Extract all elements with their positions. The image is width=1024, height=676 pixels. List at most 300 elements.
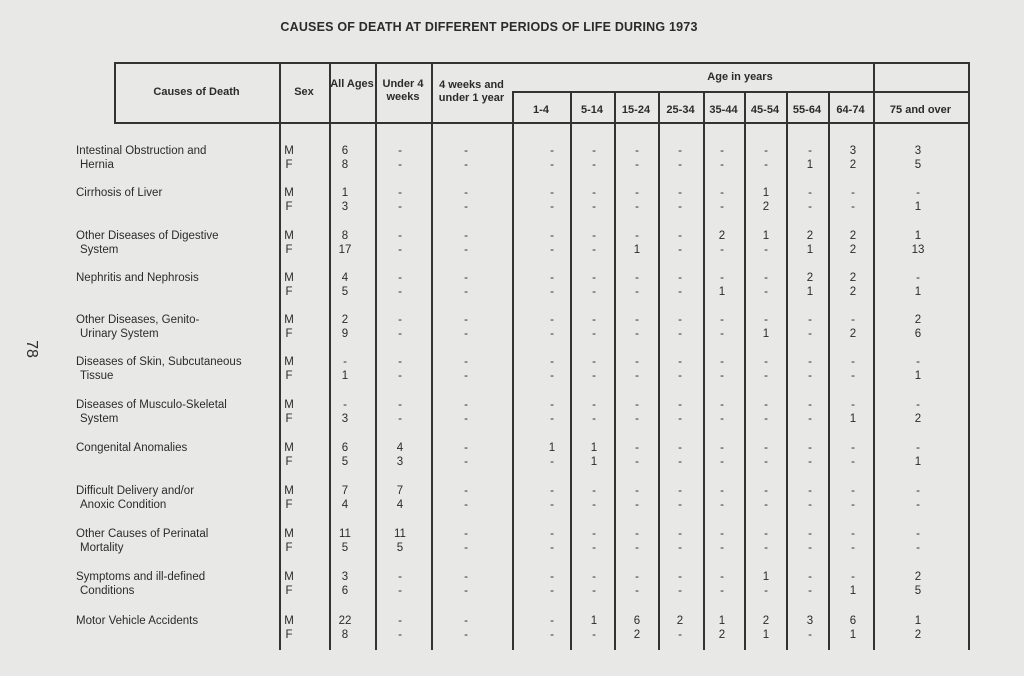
table-cell: 11 — [339, 528, 351, 540]
cause-label: Nephritis and Nephrosis — [76, 272, 199, 284]
table-cell: - — [764, 145, 768, 157]
header-bottom-border — [114, 122, 968, 124]
table-cell: - — [808, 456, 812, 468]
table-cell: - — [916, 542, 920, 554]
table-cell: - — [464, 286, 468, 298]
table-cell: - — [464, 629, 468, 641]
header-age-group: 25-34 — [666, 104, 695, 116]
table-cell: 5 — [914, 159, 922, 171]
table-cell: 5 — [341, 286, 349, 298]
table-cell: - — [808, 145, 812, 157]
table-cell: - — [635, 272, 639, 284]
cause-label: Diseases of Musculo-Skeletal — [76, 399, 227, 411]
table-cell: - — [851, 542, 855, 554]
table-cell: - — [464, 145, 468, 157]
table-cell: 5 — [396, 542, 404, 554]
table-cell: - — [720, 585, 724, 597]
table-cell: 6 — [633, 615, 641, 627]
table-cell: - — [720, 399, 724, 411]
table-cell: 3 — [849, 145, 857, 157]
table-cell: 13 — [911, 244, 925, 256]
table-cell: - — [720, 528, 724, 540]
column-divider — [614, 91, 616, 650]
table-cell: - — [398, 187, 402, 199]
column-divider — [512, 91, 514, 650]
table-cell: - — [398, 230, 402, 242]
table-cell: - — [592, 230, 596, 242]
sex-label: F — [285, 328, 293, 340]
table-cell: 1 — [914, 286, 922, 298]
table-cell: - — [635, 442, 639, 454]
column-divider — [744, 91, 746, 650]
table-cell: 1 — [548, 442, 556, 454]
table-cell: - — [851, 370, 855, 382]
table-cell: - — [592, 499, 596, 511]
table-cell: 6 — [341, 145, 349, 157]
table-cell: 8 — [341, 159, 349, 171]
table-cell: - — [764, 272, 768, 284]
table-cell: - — [398, 629, 402, 641]
sex-label: M — [284, 230, 294, 242]
table-cell: - — [592, 528, 596, 540]
table-cell: 1 — [762, 571, 770, 583]
table-cell: - — [678, 187, 682, 199]
table-cell: 2 — [762, 615, 770, 627]
table-cell: - — [720, 244, 724, 256]
table-cell: - — [550, 201, 554, 213]
page-title: CAUSES OF DEATH AT DIFFERENT PERIODS OF LIFE DURING 1973 — [280, 20, 698, 34]
table-cell: 4 — [341, 272, 349, 284]
table-cell: - — [678, 585, 682, 597]
cause-label: Mortality — [80, 542, 124, 554]
table-cell: - — [764, 314, 768, 326]
sex-label: F — [285, 413, 293, 425]
table-cell: - — [550, 615, 554, 627]
table-cell: 4 — [396, 499, 404, 511]
header-cause: Causes of Death — [153, 86, 240, 98]
table-cell: - — [720, 314, 724, 326]
column-divider — [703, 91, 705, 650]
table-cell: - — [635, 585, 639, 597]
table-cell: - — [464, 442, 468, 454]
table-cell: - — [720, 413, 724, 425]
table-cell: - — [720, 145, 724, 157]
table-cell: 4 — [396, 442, 404, 454]
table-cell: - — [398, 314, 402, 326]
table-cell: - — [851, 201, 855, 213]
table-cell: - — [550, 542, 554, 554]
sex-label: F — [285, 159, 293, 171]
table-cell: - — [550, 499, 554, 511]
table-cell: - — [678, 145, 682, 157]
table-cell: 1 — [341, 370, 349, 382]
table-cell: - — [851, 528, 855, 540]
table-cell: 3 — [396, 456, 404, 468]
table-cell: - — [720, 272, 724, 284]
table-cell: - — [678, 328, 682, 340]
sex-label: F — [285, 456, 293, 468]
table-cell: 1 — [849, 413, 857, 425]
table-cell: 1 — [762, 187, 770, 199]
table-cell: 2 — [806, 272, 814, 284]
table-cell: - — [550, 399, 554, 411]
table-cell: - — [635, 230, 639, 242]
table-cell: - — [550, 629, 554, 641]
table-cell: - — [635, 314, 639, 326]
table-cell: - — [464, 542, 468, 554]
cause-label: Motor Vehicle Accidents — [76, 615, 199, 627]
header-age-group: 45-54 — [750, 104, 780, 116]
table-cell: - — [398, 399, 402, 411]
table-cell: - — [635, 286, 639, 298]
table-cell: - — [635, 356, 639, 368]
table-cell: - — [916, 399, 920, 411]
table-cell: - — [550, 571, 554, 583]
header-age-group: 75 and over — [889, 104, 952, 116]
table-cell: - — [720, 356, 724, 368]
table-cell: - — [808, 442, 812, 454]
table-cell: - — [550, 145, 554, 157]
table-cell: - — [398, 413, 402, 425]
table-cell: - — [764, 356, 768, 368]
table-cell: - — [916, 187, 920, 199]
header-age-in-years: Age in years — [707, 71, 773, 83]
header-sex: Sex — [294, 86, 314, 98]
table-cell: - — [764, 542, 768, 554]
table-cell: - — [808, 356, 812, 368]
table-cell: - — [678, 286, 682, 298]
table-cell: - — [720, 499, 724, 511]
table-cell: 1 — [590, 456, 598, 468]
sex-label: F — [285, 201, 293, 213]
table-cell: - — [808, 314, 812, 326]
cause-label: System — [80, 244, 119, 256]
column-divider — [658, 91, 660, 650]
table-cell: - — [464, 571, 468, 583]
table-cell: - — [592, 145, 596, 157]
cause-label: Intestinal Obstruction and — [76, 145, 207, 157]
table-cell: 2 — [914, 314, 922, 326]
table-cell: - — [464, 399, 468, 411]
table-cell: 2 — [914, 629, 922, 641]
table-cell: - — [464, 370, 468, 382]
table-cell: 8 — [341, 629, 349, 641]
table-cell: - — [550, 356, 554, 368]
table-cell: - — [464, 187, 468, 199]
table-cell: - — [678, 571, 682, 583]
table-cell: - — [764, 442, 768, 454]
header-age-group: 35-44 — [709, 104, 738, 116]
table-cell: - — [808, 370, 812, 382]
table-cell: - — [851, 356, 855, 368]
sex-label: F — [285, 370, 293, 382]
table-cell: 7 — [396, 485, 404, 497]
header-under-4-weeks: Under 4 weeks — [382, 78, 424, 103]
table-cell: 6 — [914, 328, 922, 340]
table-cell: - — [808, 328, 812, 340]
sex-label: M — [284, 314, 294, 326]
table-cell: - — [464, 456, 468, 468]
table-cell: 1 — [914, 230, 922, 242]
table-cell: 2 — [676, 615, 684, 627]
table-cell: 2 — [849, 159, 857, 171]
cause-label: Conditions — [80, 585, 135, 597]
sex-label: F — [285, 585, 293, 597]
table-cell: - — [678, 314, 682, 326]
table-cell: - — [592, 286, 596, 298]
table-cell: 1 — [718, 615, 726, 627]
table-cell: 1 — [762, 230, 770, 242]
table-cell: - — [592, 201, 596, 213]
table-cell: - — [464, 328, 468, 340]
table-cell: 6 — [341, 585, 349, 597]
table-cell: - — [678, 399, 682, 411]
table-cell: - — [398, 145, 402, 157]
table-cell: - — [764, 244, 768, 256]
table-cell: - — [720, 187, 724, 199]
table-cell: 1 — [762, 328, 770, 340]
table-cell: - — [592, 585, 596, 597]
table-cell: 3 — [914, 145, 922, 157]
table-cell: 2 — [849, 230, 857, 242]
table-cell: - — [635, 413, 639, 425]
sex-label: M — [284, 442, 294, 454]
cause-label: Symptoms and ill-defined — [76, 571, 206, 583]
column-divider — [570, 91, 572, 650]
table-cell: - — [720, 328, 724, 340]
column-divider — [828, 91, 830, 650]
table-cell: - — [550, 244, 554, 256]
table-cell: - — [808, 499, 812, 511]
table-cell: - — [550, 159, 554, 171]
table-cell: - — [635, 571, 639, 583]
table-cell: - — [678, 413, 682, 425]
table-cell: - — [916, 528, 920, 540]
cause-label: Difficult Delivery and/or — [76, 485, 195, 497]
table-cell: 5 — [341, 542, 349, 554]
table-cell: - — [464, 356, 468, 368]
table-cell: - — [851, 499, 855, 511]
table-cell: - — [635, 201, 639, 213]
table-cell: - — [678, 528, 682, 540]
cause-label: Hernia — [80, 159, 114, 171]
table-cell: 1 — [806, 286, 814, 298]
table-cell: - — [916, 272, 920, 284]
table-cell: 1 — [718, 286, 726, 298]
column-divider — [431, 62, 433, 650]
table-cell: - — [550, 272, 554, 284]
table-cell: - — [764, 528, 768, 540]
table-cell: - — [720, 159, 724, 171]
table-cell: 1 — [762, 629, 770, 641]
table-cell: - — [916, 356, 920, 368]
sex-label: M — [284, 187, 294, 199]
table-cell: - — [678, 356, 682, 368]
table-cell: 4 — [341, 499, 349, 511]
age-group-divider — [512, 91, 968, 93]
table-cell: - — [635, 528, 639, 540]
table-cell: - — [464, 485, 468, 497]
table-cell: - — [916, 442, 920, 454]
cause-label: Other Diseases of Digestive — [76, 230, 219, 242]
cause-label: Other Diseases, Genito- — [76, 314, 200, 326]
table-cell: 2 — [849, 244, 857, 256]
table-cell: - — [678, 629, 682, 641]
table-cell: - — [398, 571, 402, 583]
table-cell: 5 — [914, 585, 922, 597]
table-cell: - — [678, 272, 682, 284]
table-cell: - — [464, 615, 468, 627]
table-cell: - — [592, 370, 596, 382]
table-cell: - — [398, 272, 402, 284]
header-age-group: 55-64 — [792, 104, 822, 116]
table-cell: - — [764, 413, 768, 425]
table-cell: - — [464, 413, 468, 425]
column-divider — [968, 62, 970, 650]
table-cell: 22 — [338, 615, 352, 627]
table-cell: 2 — [849, 272, 857, 284]
table-cell: 1 — [914, 201, 922, 213]
table-cell: - — [764, 585, 768, 597]
table-cell: - — [592, 328, 596, 340]
table-cell: - — [550, 413, 554, 425]
table-cell: - — [343, 399, 347, 411]
cause-label: System — [80, 413, 119, 425]
cause-label: Cirrhosis of Liver — [76, 187, 163, 199]
table-cell: - — [720, 542, 724, 554]
table-cell: 2 — [849, 286, 857, 298]
table-cell: 6 — [341, 442, 349, 454]
table-cell: - — [678, 542, 682, 554]
table-cell: - — [808, 485, 812, 497]
cause-label: Other Causes of Perinatal — [76, 528, 209, 540]
table-cell: - — [808, 571, 812, 583]
table-cell: - — [851, 456, 855, 468]
table-cell: - — [398, 615, 402, 627]
table-cell: - — [398, 370, 402, 382]
table-cell: - — [720, 442, 724, 454]
sex-label: M — [284, 528, 294, 540]
table-cell: - — [720, 201, 724, 213]
table-cell: - — [464, 528, 468, 540]
table-cell: - — [550, 286, 554, 298]
table-cell: 1 — [914, 370, 922, 382]
table-cell: - — [720, 485, 724, 497]
table-cell: - — [720, 456, 724, 468]
table-cell: 1 — [914, 456, 922, 468]
table-cell: 2 — [914, 571, 922, 583]
sex-label: F — [285, 244, 293, 256]
table-cell: - — [592, 272, 596, 284]
table-cell: 11 — [394, 528, 406, 540]
table-cell: 1 — [590, 442, 598, 454]
table-cell: - — [808, 413, 812, 425]
table-cell: - — [550, 370, 554, 382]
table-cell: 1 — [806, 244, 814, 256]
table-cell: - — [678, 244, 682, 256]
table-cell: - — [635, 370, 639, 382]
table-cell: - — [764, 370, 768, 382]
table-cell: 1 — [849, 585, 857, 597]
table-cell: 1 — [914, 615, 922, 627]
table-cell: - — [592, 571, 596, 583]
table-cell: - — [398, 328, 402, 340]
cause-label: Congenital Anomalies — [76, 442, 188, 454]
table-cell: 17 — [338, 244, 352, 256]
table-cell: - — [678, 159, 682, 171]
table-cell: - — [764, 499, 768, 511]
sex-label: M — [284, 485, 294, 497]
sex-label: M — [284, 615, 294, 627]
table-cell: - — [764, 159, 768, 171]
table-cell: - — [550, 528, 554, 540]
sex-label: M — [284, 145, 294, 157]
table-cell: 3 — [341, 571, 349, 583]
table-cell: - — [678, 442, 682, 454]
table-cell: - — [592, 314, 596, 326]
table-cell: 3 — [341, 201, 349, 213]
header-age-group: 15-24 — [621, 104, 651, 116]
sex-label: M — [284, 571, 294, 583]
header-all-ages: All Ages — [330, 78, 374, 90]
table-cell: - — [635, 499, 639, 511]
table-cell: - — [635, 328, 639, 340]
sex-label: F — [285, 499, 293, 511]
table-cell: - — [851, 571, 855, 583]
table-cell: - — [764, 485, 768, 497]
table-cell: - — [808, 201, 812, 213]
table-cell: - — [916, 485, 920, 497]
table-cell: - — [851, 399, 855, 411]
table-cell: - — [635, 456, 639, 468]
table-cell: - — [764, 456, 768, 468]
table-cell: - — [550, 328, 554, 340]
table-cell: - — [592, 413, 596, 425]
table-cell: 2 — [762, 201, 770, 213]
cause-label: Tissue — [80, 370, 114, 382]
header-age-group: 1-4 — [533, 104, 549, 116]
sex-label: M — [284, 272, 294, 284]
sex-label: M — [284, 399, 294, 411]
table-cell: - — [851, 187, 855, 199]
table-cell: 2 — [806, 230, 814, 242]
cause-label: Urinary System — [80, 328, 159, 340]
table-cell: - — [464, 272, 468, 284]
table-cell: - — [550, 187, 554, 199]
table-cell: - — [808, 629, 812, 641]
table-cell: - — [678, 456, 682, 468]
table-cell: - — [678, 499, 682, 511]
page-number: 78 — [22, 340, 40, 358]
table-cell: - — [550, 456, 554, 468]
table-cell: 2 — [633, 629, 641, 641]
sex-label: F — [285, 286, 293, 298]
table-cell: - — [592, 485, 596, 497]
table-cell: - — [398, 585, 402, 597]
table-cell: - — [592, 399, 596, 411]
table-cell: - — [635, 399, 639, 411]
table-cell: 8 — [341, 230, 349, 242]
table-cell: 3 — [806, 615, 814, 627]
table-cell: 1 — [590, 615, 598, 627]
table-cell: 2 — [718, 629, 726, 641]
table-cell: - — [764, 286, 768, 298]
header-4-weeks-1-year: 4 weeks and under 1 year — [438, 79, 505, 104]
table-cell: - — [550, 230, 554, 242]
table-cell: - — [808, 585, 812, 597]
table-cell: - — [851, 314, 855, 326]
table-cell: - — [764, 399, 768, 411]
